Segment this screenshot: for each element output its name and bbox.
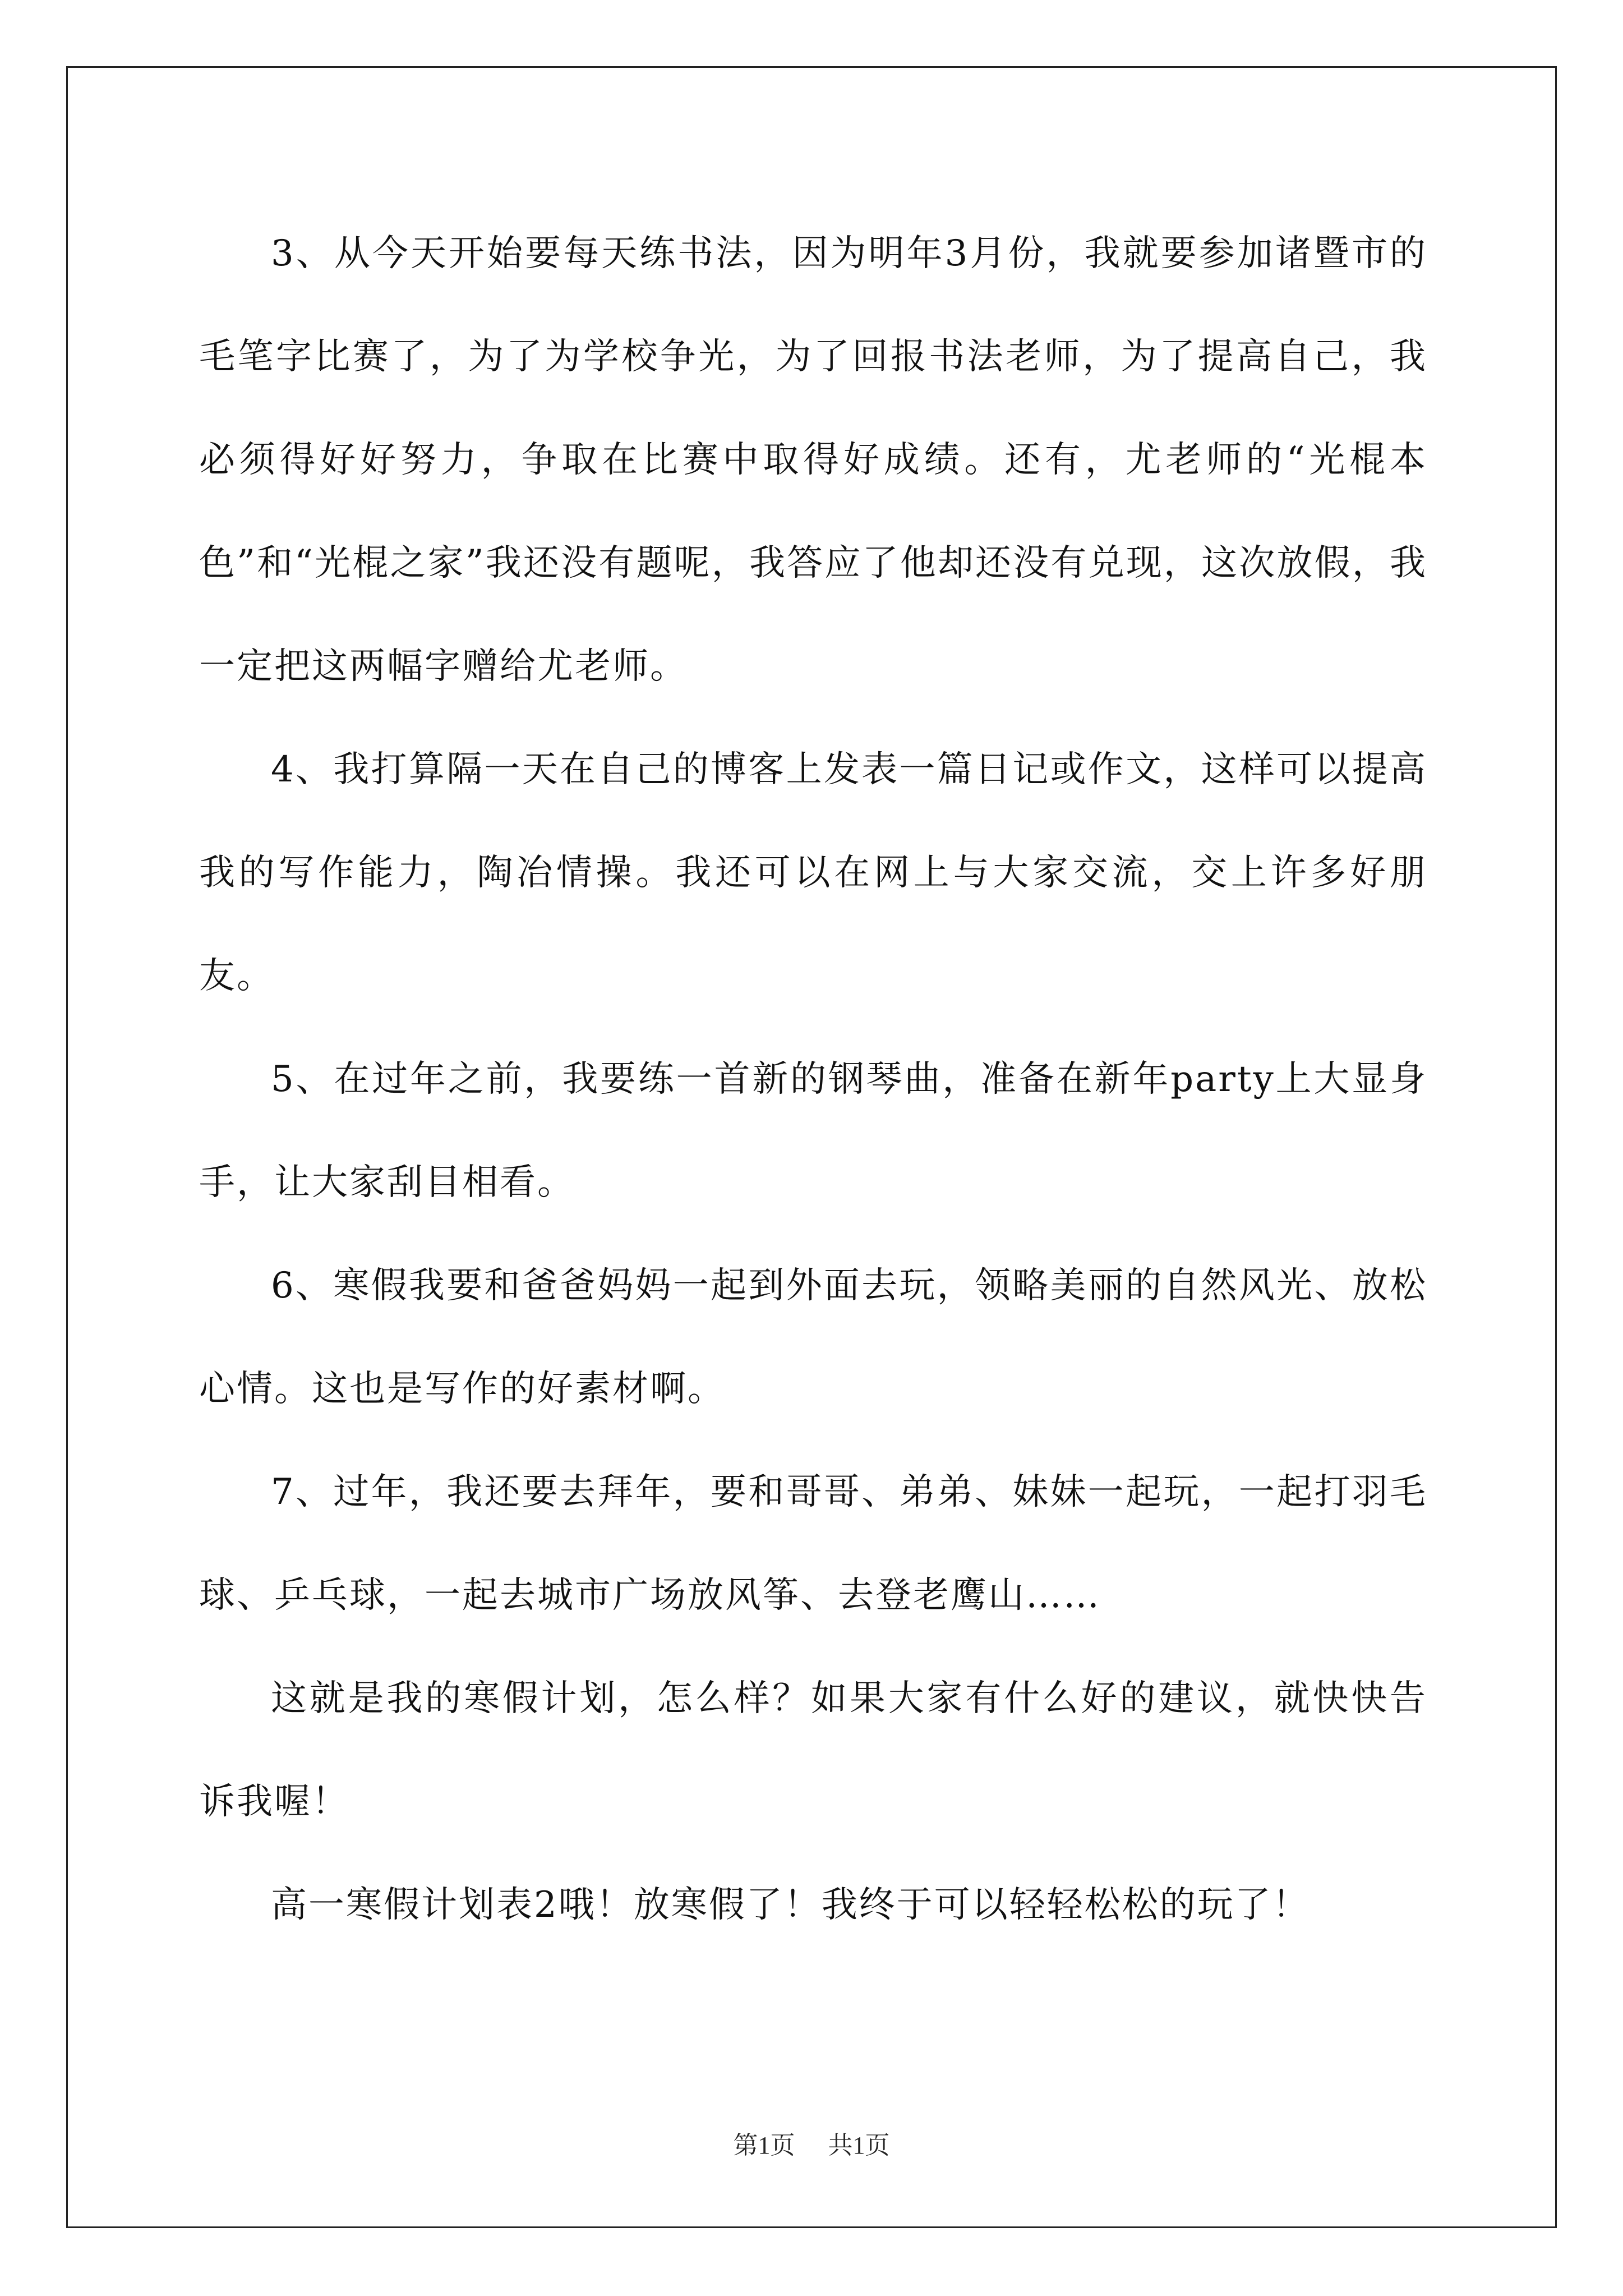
paragraph-item-6: 6、寒假我要和爸爸妈妈一起到外面去玩，领略美丽的自然风光、放松心情。这也是写作的好素材啊。 (199, 1265, 1427, 1410)
paragraph-summary: 这就是我的寒假计划，怎么样？如果大家有什么好的建议，就快快告诉我喔！ (199, 1678, 1427, 1823)
page-total: 共1页 (828, 2132, 890, 2159)
paragraph-item-5: 5、在过年之前，我要练一首新的钢琴曲，准备在新年party上大显身手，让大家刮目相看。 (199, 1059, 1427, 1203)
paragraph-item-4: 4、我打算隔一天在自己的博客上发表一篇日记或作文，这样可以提高我的写作能力，陶冶情操。我还可以在网上与大家交流，交上许多好朋友。 (199, 749, 1427, 997)
page-number: 第1页 (733, 2132, 795, 2159)
paragraph-next-section: 高一寒假计划表2哦！放寒假了！我终于可以轻轻松松的玩了！ (271, 1884, 1310, 1926)
paragraph-item-7: 7、过年，我还要去拜年，要和哥哥、弟弟、妹妹一起玩，一起打羽毛球、乒乓球，一起去城市广场放风筝、去登老鹰山…… (199, 1471, 1427, 1616)
paragraph-item-3: 3、从今天开始要每天练书法，因为明年3月份，我就要参加诸暨市的毛笔字比赛了，为了为学校争光，为了回报书法老师，为了提高自己，我必须得好好努力，争取在比赛中取得好成绩。还有，尤老师的“光棍本色”和“光棍之家”我还没有题呢，我答应了他却还没有兑现，这次放假，我一定把这两幅字赠给尤老师。 (199, 233, 1427, 687)
page-footer (0, 2125, 1623, 2161)
document-body (199, 202, 1427, 1957)
